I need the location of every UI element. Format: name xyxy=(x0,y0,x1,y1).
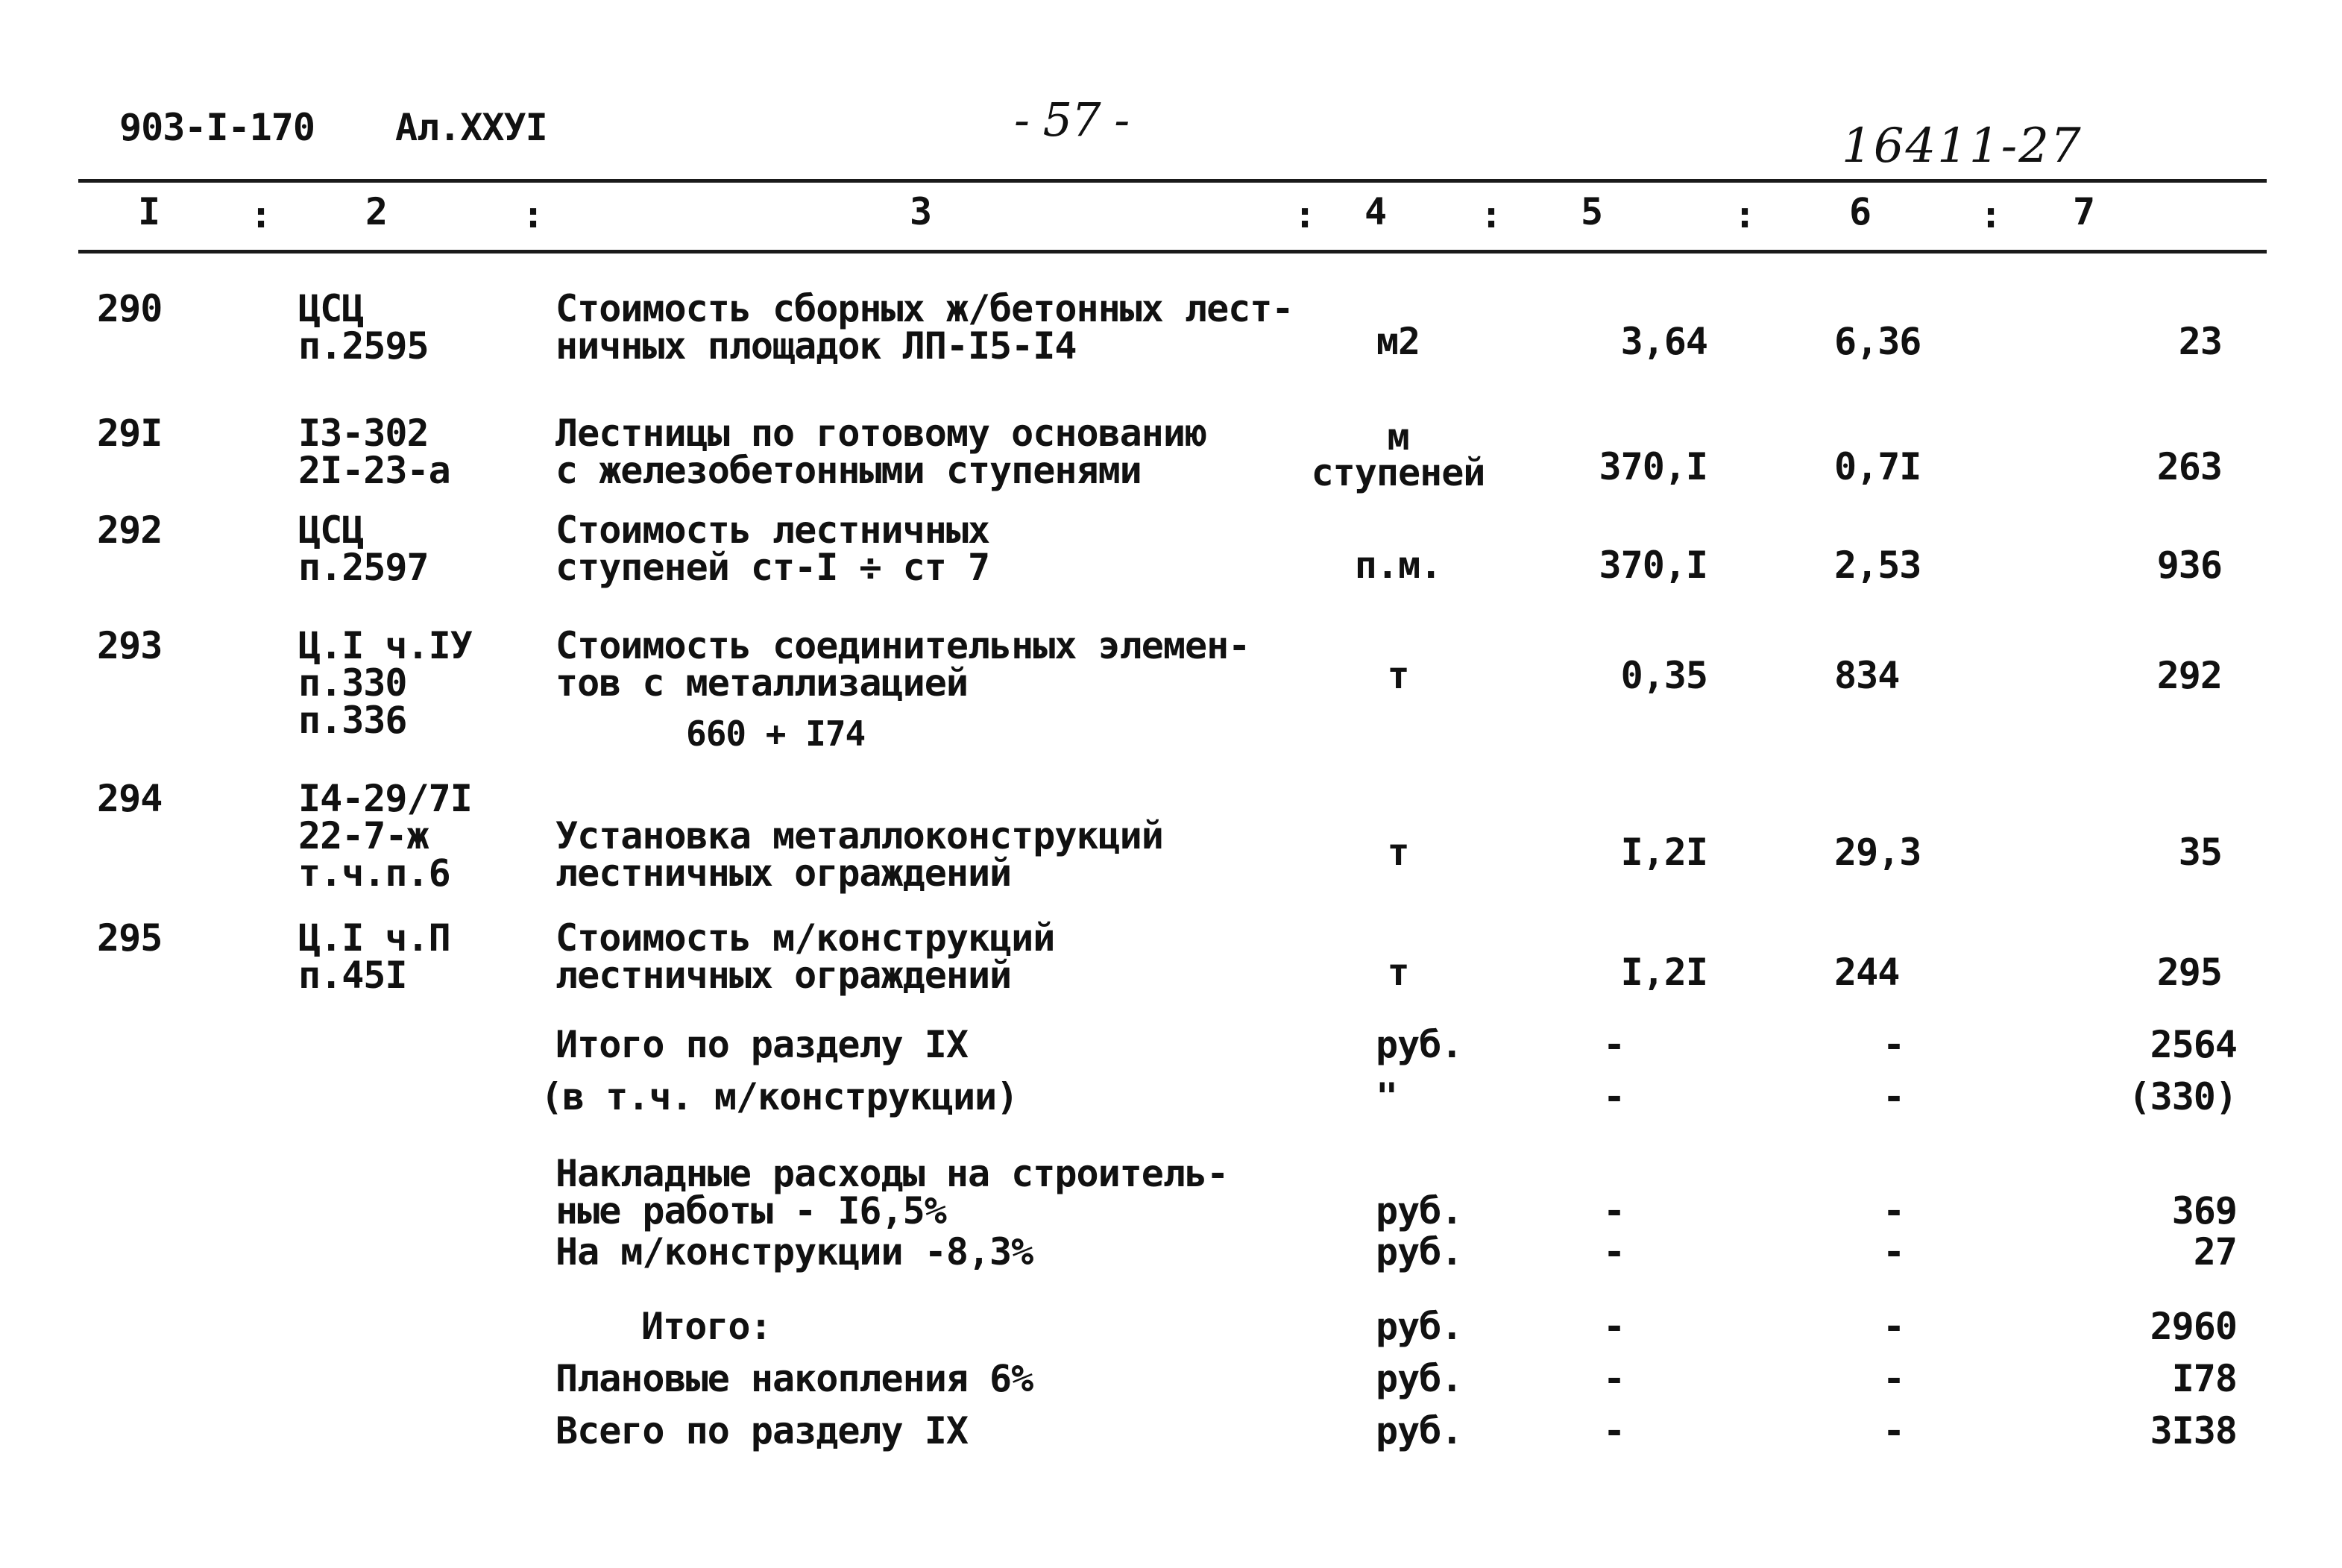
row-quantity: 370,I xyxy=(1599,544,1707,587)
row-unit: т xyxy=(1387,831,1409,874)
row-code-line: п.336 xyxy=(298,699,407,742)
row-code-line: п.2595 xyxy=(298,324,429,368)
summary-total: 27 xyxy=(2193,1230,2237,1273)
row-description-line: Лестницы по готовому основанию xyxy=(555,412,1207,455)
row-number: 290 xyxy=(97,287,163,330)
row-code-line: ЦСЦ xyxy=(298,509,364,552)
summary-total: I78 xyxy=(2171,1357,2237,1400)
row-number: 29I xyxy=(97,412,163,455)
row-unit: м xyxy=(1387,415,1409,459)
column-separator: : xyxy=(250,193,272,236)
summary-unit-price: - xyxy=(1883,1075,1905,1118)
summary-quantity: - xyxy=(1603,1189,1625,1232)
column-header-7: 7 xyxy=(2073,190,2095,233)
row-description-line: Стоимость сборных ж/бетонных лест- xyxy=(555,287,1294,330)
column-header-2: 2 xyxy=(365,190,388,233)
row-code-line: т.ч.п.6 xyxy=(298,851,450,895)
column-header-6: 6 xyxy=(1849,190,1872,233)
row-quantity: 3,64 xyxy=(1620,320,1707,363)
summary-description-line: Накладные расходы на строитель- xyxy=(555,1152,1229,1195)
row-quantity: I,2I xyxy=(1620,831,1707,874)
summary-quantity: - xyxy=(1603,1023,1625,1066)
row-code-line: п.2597 xyxy=(298,546,429,589)
row-unit-price: 29,3 xyxy=(1834,831,1921,874)
summary-unit: руб. xyxy=(1376,1305,1463,1348)
summary-unit-price: - xyxy=(1883,1023,1905,1066)
column-separator: : xyxy=(1980,193,2002,236)
row-code-line: I4-29/7I xyxy=(298,777,472,820)
column-header-3: 3 xyxy=(910,190,932,233)
summary-unit-price: - xyxy=(1883,1230,1905,1273)
row-quantity: 0,35 xyxy=(1620,654,1707,697)
summary-unit: руб. xyxy=(1376,1023,1463,1066)
summary-unit: руб. xyxy=(1376,1230,1463,1273)
row-total: 263 xyxy=(2156,445,2222,488)
row-code-line: Ц.I ч.П xyxy=(298,916,450,960)
summary-description-line: Плановые накопления 6% xyxy=(555,1357,1033,1400)
summary-description-line: ные работы - I6,5% xyxy=(555,1189,946,1232)
row-code-line: п.330 xyxy=(298,661,407,705)
row-number: 293 xyxy=(97,624,163,667)
column-header-4: 4 xyxy=(1364,190,1387,233)
summary-total: 3I38 xyxy=(2150,1409,2237,1452)
row-description-line: лестничных ограждений xyxy=(555,851,1012,895)
row-description-line: Стоимость соединительных элемен- xyxy=(555,624,1250,667)
row-code-line: I3-302 xyxy=(298,412,429,455)
column-separator: : xyxy=(1734,193,1756,236)
column-separator: : xyxy=(1480,193,1502,236)
row-total: 295 xyxy=(2156,951,2222,994)
row-unit-price: 244 xyxy=(1834,951,1900,994)
column-header-5: 5 xyxy=(1581,190,1603,233)
row-total: 936 xyxy=(2156,544,2222,587)
summary-description-line: Итого: xyxy=(641,1305,772,1348)
row-code-line: 22-7-ж xyxy=(298,814,429,857)
summary-unit-price: - xyxy=(1883,1305,1905,1348)
row-description-line: Стоимость м/конструкций xyxy=(555,916,1055,960)
row-number: 292 xyxy=(97,509,163,552)
summary-total: (330) xyxy=(2128,1075,2237,1118)
summary-total: 2564 xyxy=(2150,1023,2237,1066)
row-unit: п.м. xyxy=(1354,544,1442,587)
row-code-line: п.45I xyxy=(298,954,407,997)
row-number: 294 xyxy=(97,777,163,820)
row-code-line: 2I-23-а xyxy=(298,449,450,492)
row-total: 292 xyxy=(2156,654,2222,697)
row-unit-price: 6,36 xyxy=(1834,320,1921,363)
row-unit: ступеней xyxy=(1311,451,1485,494)
row-description-line: тов с металлизацией xyxy=(555,661,968,705)
summary-quantity: - xyxy=(1603,1305,1625,1348)
row-unit-price: 0,7I xyxy=(1834,445,1921,488)
page-number: - 57 - xyxy=(1014,92,1130,147)
row-description-line: ничных площадок ЛП-I5-I4 xyxy=(555,324,1077,368)
header-top-rule xyxy=(78,179,2267,183)
row-quantity: 370,I xyxy=(1599,445,1707,488)
summary-unit: руб. xyxy=(1376,1409,1463,1452)
column-separator: : xyxy=(522,193,544,236)
column-separator: : xyxy=(1294,193,1316,236)
row-total: 23 xyxy=(2178,320,2222,363)
row-number: 295 xyxy=(97,916,163,960)
row-unit-price: 2,53 xyxy=(1834,544,1921,587)
summary-total: 369 xyxy=(2171,1189,2237,1232)
row-unit: т xyxy=(1387,654,1409,697)
row-description-line: лестничных ограждений xyxy=(555,954,1012,997)
row-code-line: Ц.I ч.IУ xyxy=(298,624,472,667)
summary-description-line: Всего по разделу IX xyxy=(555,1409,968,1452)
row-quantity: I,2I xyxy=(1620,951,1707,994)
column-header-1: I xyxy=(138,190,160,233)
summary-description-line: (в т.ч. м/конструкции) xyxy=(541,1075,1019,1118)
summary-quantity: - xyxy=(1603,1075,1625,1118)
row-description-line: 660 + I74 xyxy=(686,714,866,754)
summary-description-line: Итого по разделу IX xyxy=(555,1023,968,1066)
row-unit-price: 834 xyxy=(1834,654,1900,697)
summary-quantity: - xyxy=(1603,1357,1625,1400)
row-description-line: с железобетонными ступенями xyxy=(555,449,1142,492)
row-total: 35 xyxy=(2178,831,2222,874)
doc-code: 903-I-170 xyxy=(119,106,315,149)
summary-unit-price: - xyxy=(1883,1409,1905,1452)
summary-unit-price: - xyxy=(1883,1189,1905,1232)
row-unit: м2 xyxy=(1376,320,1420,363)
summary-unit: руб. xyxy=(1376,1189,1463,1232)
summary-unit: руб. xyxy=(1376,1357,1463,1400)
summary-total: 2960 xyxy=(2150,1305,2237,1348)
row-description-line: ступеней ст-I ÷ ст 7 xyxy=(555,546,990,589)
album-number: Ал.XXУI xyxy=(395,106,547,149)
summary-quantity: - xyxy=(1603,1230,1625,1273)
row-unit: т xyxy=(1387,951,1409,994)
summary-unit-price: - xyxy=(1883,1357,1905,1400)
row-description-line: Установка металлоконструкций xyxy=(555,814,1163,857)
reference-number: 16411-27 xyxy=(1842,119,2083,174)
row-code-line: ЦСЦ xyxy=(298,287,364,330)
header-bottom-rule xyxy=(78,250,2267,254)
row-description-line: Стоимость лестничных xyxy=(555,509,990,552)
summary-description-line: На м/конструкции -8,3% xyxy=(555,1230,1033,1273)
summary-unit: " xyxy=(1376,1075,1398,1118)
summary-quantity: - xyxy=(1603,1409,1625,1452)
